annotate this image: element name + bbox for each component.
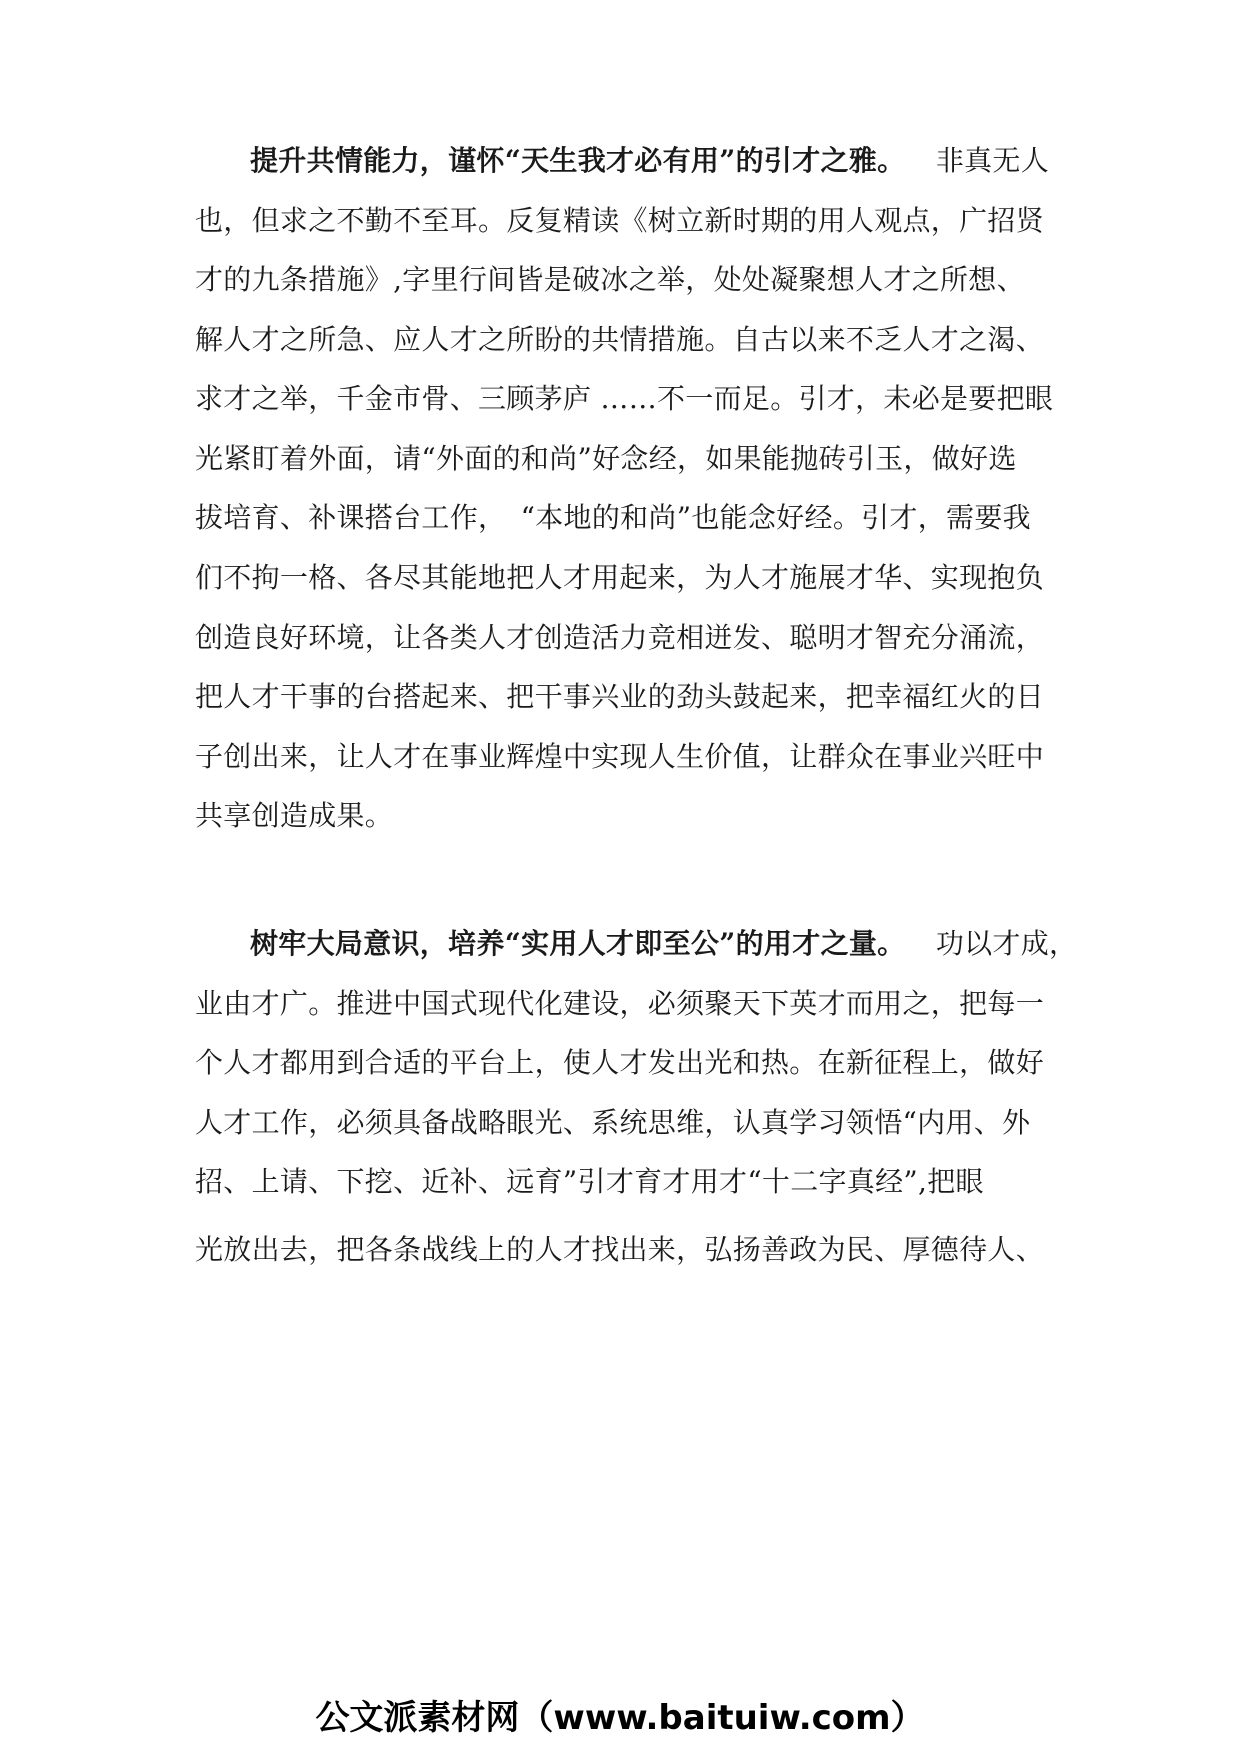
paragraph-1-line-4: 求才之举，千金市骨、三顾茅庐 ……不一而足。引才，未必是要把眼 bbox=[195, 382, 1054, 415]
paragraph-1-line-7: 们不拘一格、各尽其能地把人才用起来，为人才施展才华、实现抱负 bbox=[195, 561, 1045, 594]
paragraph-2-line-3: 人才工作，必须具备战略眼光、系统思维，认真学习领悟“内用、外 bbox=[195, 1106, 1031, 1139]
paragraph-2-line-0: 功以才成， bbox=[935, 927, 1078, 960]
paragraph-1-line-0: 非真无人 bbox=[935, 144, 1050, 177]
paragraph-1-line-6: 拔培育、补课搭台工作， “本地的和尚”也能念好经。引才，需要我 bbox=[195, 501, 1031, 534]
paragraph-2-heading: 树牢大局意识，培养“实用人才即至公”的用才之量。 bbox=[250, 927, 906, 960]
paragraph-1-line-3: 解人才之所急、应人才之所盼的共情措施。自古以来不乏人才之渴、 bbox=[195, 323, 1045, 356]
paragraph-2-line-5: 光放出去，把各条战线上的人才找出来，弘扬善政为民、厚德待人、 bbox=[195, 1233, 1045, 1266]
paragraph-1-line-8: 创造良好环境，让各类人才创造活力竞相迸发、聪明才智充分涌流， bbox=[195, 621, 1045, 654]
paragraph-1-line-9: 把人才干事的台搭起来、把干事兴业的劲头鼓起来，把幸福红火的日 bbox=[195, 680, 1045, 713]
paragraph-1-line-1: 也，但求之不勤不至耳。反复精读《树立新时期的用人观点，广招贤 bbox=[195, 204, 1045, 237]
paragraph-2-line-1: 业由才广。推进中国式现代化建设，必须聚天下英才而用之，把每一 bbox=[195, 987, 1045, 1020]
paragraph-1-line-5: 光紧盯着外面，请“外面的和尚”好念经，如果能抛砖引玉，做好选 bbox=[195, 442, 1017, 475]
paragraph-1-line-10: 子创出来，让人才在事业辉煌中实现人生价值，让群众在事业兴旺中 bbox=[195, 740, 1045, 773]
paragraph-2-first-line bbox=[250, 926, 1130, 962]
paragraph-1-line-11: 共享创造成果。 bbox=[195, 799, 394, 832]
paragraph-1-first-line bbox=[250, 143, 1130, 179]
footer-site-credit: 公文派素材网（www.baituiw.com） bbox=[315, 1698, 925, 1738]
paragraph-2-line-4: 招、上请、下挖、近补、远育”引才育才用才“十二字真经”,把眼 bbox=[195, 1165, 984, 1198]
paragraph-1-line-2: 才的九条措施》,字里行间皆是破冰之举，处处凝聚想人才之所想、 bbox=[195, 263, 1025, 296]
paragraph-1-heading: 提升共情能力，谨怀“天生我才必有用”的引才之雅。 bbox=[250, 144, 906, 177]
paragraph-2-line-2: 个人才都用到合适的平台上，使人才发出光和热。在新征程上，做好 bbox=[195, 1046, 1045, 1079]
